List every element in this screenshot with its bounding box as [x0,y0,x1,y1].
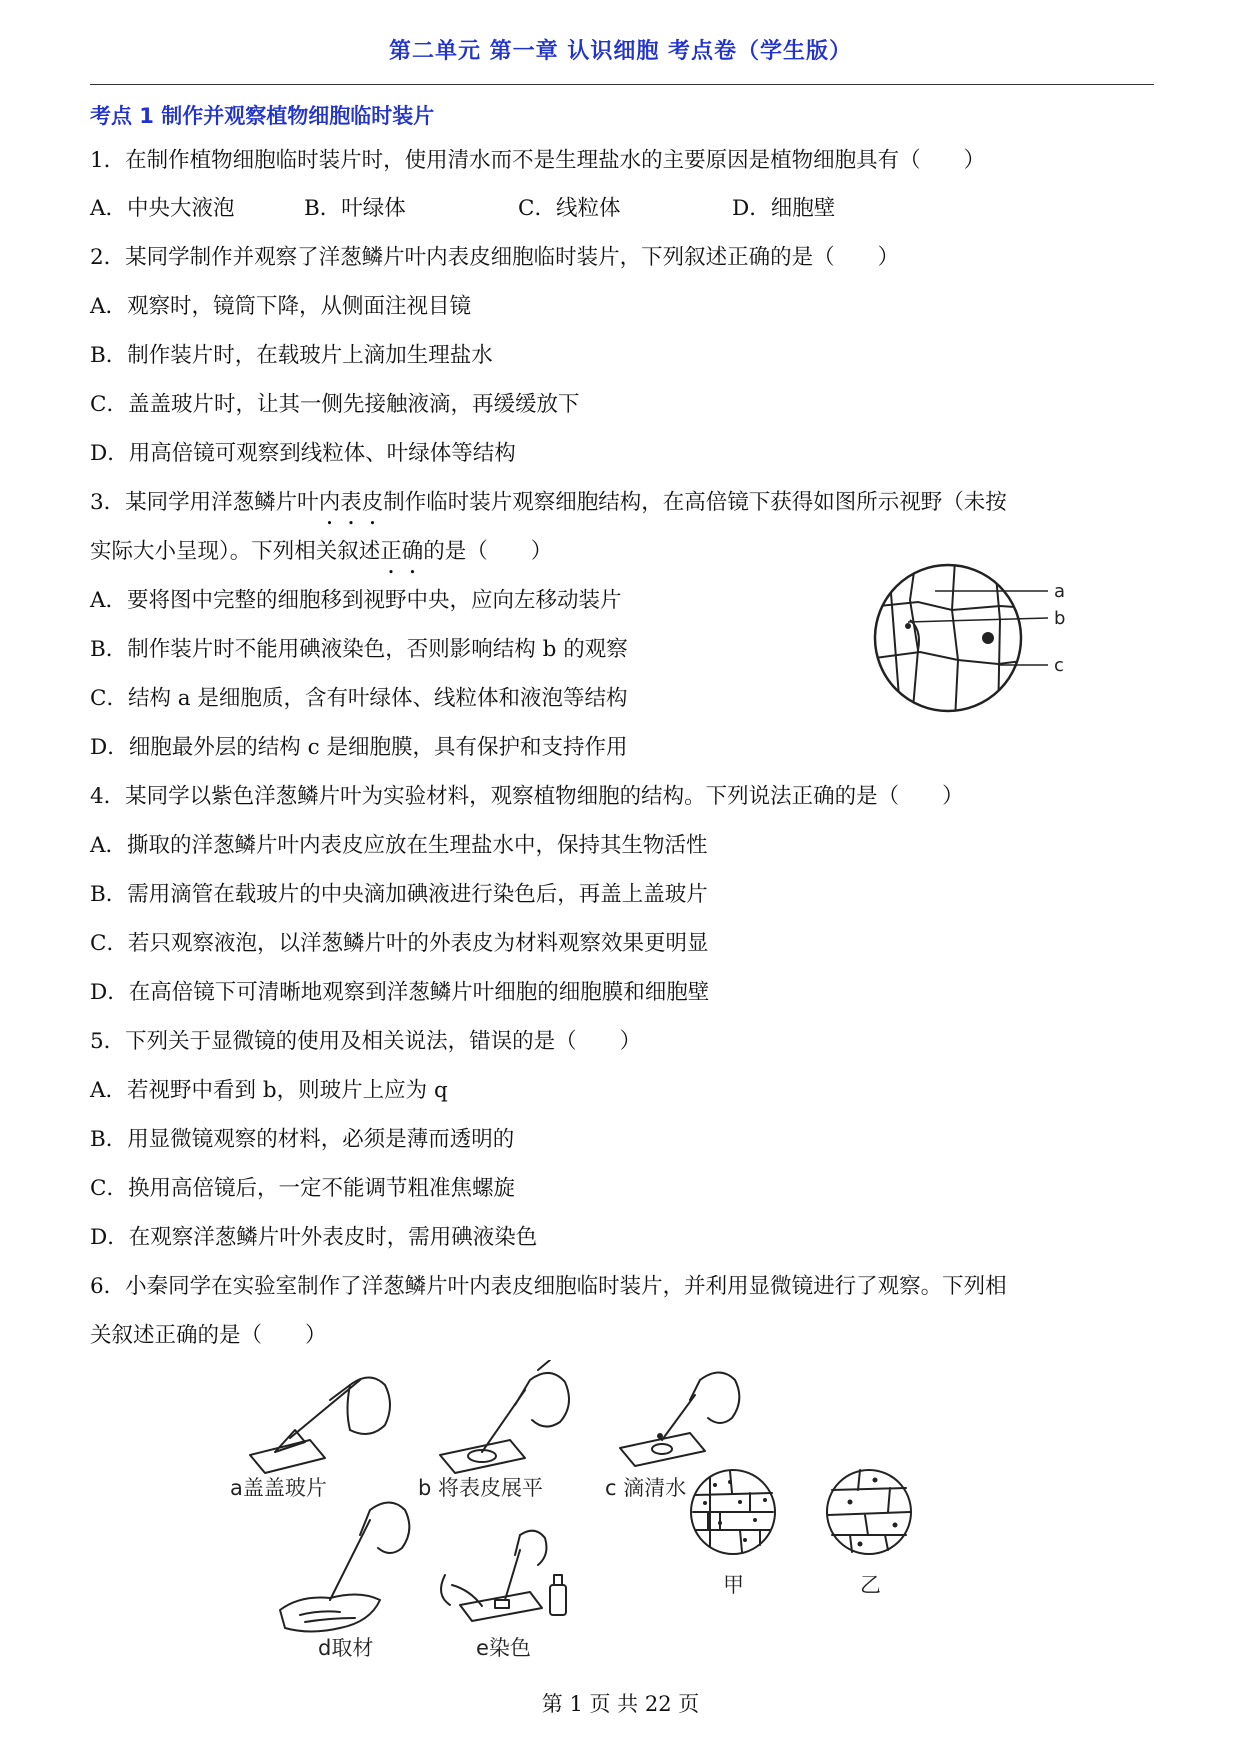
q2-option-b: B．制作装片时，在载玻片上滴加生理盐水 [90,343,493,368]
q3-stem-line2 [90,537,552,567]
step-e-stain-drawing [441,1531,566,1621]
q5-stem: 5．下列关于显微镜的使用及相关说法，错误的是（ ） [90,1029,642,1054]
q3-option-a: A．要将图中完整的细胞移到视野中央，应向左移动装片 [90,588,622,613]
section-title: 考点 1 制作并观察植物细胞临时装片 [90,104,435,128]
q4-option-d: D．在高倍镜下可清晰地观察到洋葱鳞片叶细胞的细胞膜和细胞壁 [90,980,710,1005]
caption-view-yi: 乙 [860,1573,881,1597]
page-footer: 第 1 页 共 22 页 [541,1692,700,1716]
q1-stem: 1．在制作植物细胞临时装片时，使用清水而不是生理盐水的主要原因是植物细胞具有（ ） [90,148,986,173]
q3-stem2-post: 的是（ ） [423,539,553,564]
view-jia-drawing [691,1470,775,1554]
q6-stem-line1: 6．小秦同学在实验室制作了洋葱鳞片叶内表皮细胞临时装片，并利用显微镜进行了观察。下列相 [90,1274,1007,1299]
q2-option-a: A．观察时，镜筒下降，从侧面注视目镜 [90,294,472,319]
caption-step-c: c 滴清水 [605,1476,687,1500]
q5-option-d: D．在观察洋葱鳞片叶外表皮时，需用碘液染色 [90,1225,538,1250]
q3-option-c: C．结构 a 是细胞质，含有叶绿体、线粒体和液泡等结构 [90,686,628,711]
q2-option-d: D．用高倍镜可观察到线粒体、叶绿体等结构 [90,441,516,466]
caption-step-a: a盖盖玻片 [230,1476,327,1500]
step-c-water-drawing [620,1373,739,1467]
q1-option-b: B．叶绿体 [304,196,406,221]
q3-option-b: B．制作装片时不能用碘液染色，否则影响结构 b 的观察 [90,637,628,662]
view-yi-drawing [827,1470,911,1554]
nucleus-dot [905,623,911,629]
q4-option-c: C．若只观察液泡，以洋葱鳞片叶的外表皮为材料观察效果更明显 [90,931,709,956]
q4-option-b: B．需用滴管在载玻片的中央滴加碘液进行染色后，再盖上盖玻片 [90,882,708,907]
q2-option-c: C．盖盖玻片时，让其一侧先接触液滴，再缓缓放下 [90,392,580,417]
step-b-flatten-drawing [440,1360,569,1473]
q5-option-a: A．若视野中看到 b，则玻片上应为 q [90,1078,448,1103]
q3-stem1-pre: 3．某同学用洋葱鳞片叶 [90,490,319,515]
q3-stem1-emphasis: 内表皮 [318,490,384,515]
header-divider [90,84,1154,85]
q4-stem: 4．某同学以紫色洋葱鳞片叶为实验材料，观察植物细胞的结构。下列说法正确的是（ ） [90,784,964,809]
q6-stem-line2: 关叙述正确的是（ ） [90,1323,327,1348]
q4-option-a: A．撕取的洋葱鳞片叶内表皮应放在生理盐水中，保持其生物活性 [90,833,708,858]
caption-step-b: b 将表皮展平 [418,1476,544,1500]
q3-stem2-emphasis: 正确 [380,539,424,564]
caption-step-d: d取材 [318,1636,374,1660]
q5-option-b: B．用显微镜观察的材料，必须是薄而透明的 [90,1127,515,1152]
q5-option-c: C．换用高倍镜后，一定不能调节粗准焦螺旋 [90,1176,515,1201]
q1-option-d: D．细胞壁 [732,196,836,221]
q6-procedure-figure [220,1360,1020,1660]
caption-view-jia: 甲 [723,1573,744,1597]
label-c: c [1054,655,1064,676]
nucleus-dot [982,632,994,644]
q1-option-c: C．线粒体 [518,196,621,221]
label-a: a [1054,581,1066,602]
step-d-sampling-drawing [280,1503,409,1632]
page-title: 第二单元 第一章 认识细胞 考点卷（学生版） [389,39,852,64]
label-b: b [1054,608,1066,629]
q3-option-d: D．细胞最外层的结构 c 是细胞膜，具有保护和支持作用 [90,735,628,760]
q3-stem2-pre: 实际大小呈现）。下列相关叙述 [90,539,381,564]
q1-option-a: A．中央大液泡 [90,196,235,221]
q3-stem-line1 [90,488,1007,518]
step-a-cover-slip-drawing [250,1378,390,1474]
q3-cell-figure [860,560,1090,720]
q2-stem: 2．某同学制作并观察了洋葱鳞片叶内表皮细胞临时装片，下列叙述正确的是（ ） [90,245,900,270]
q3-stem1-post: 制作临时装片观察细胞结构，在高倍镜下获得如图所示视野（未按 [383,490,1007,515]
caption-step-e: e染色 [476,1636,531,1660]
